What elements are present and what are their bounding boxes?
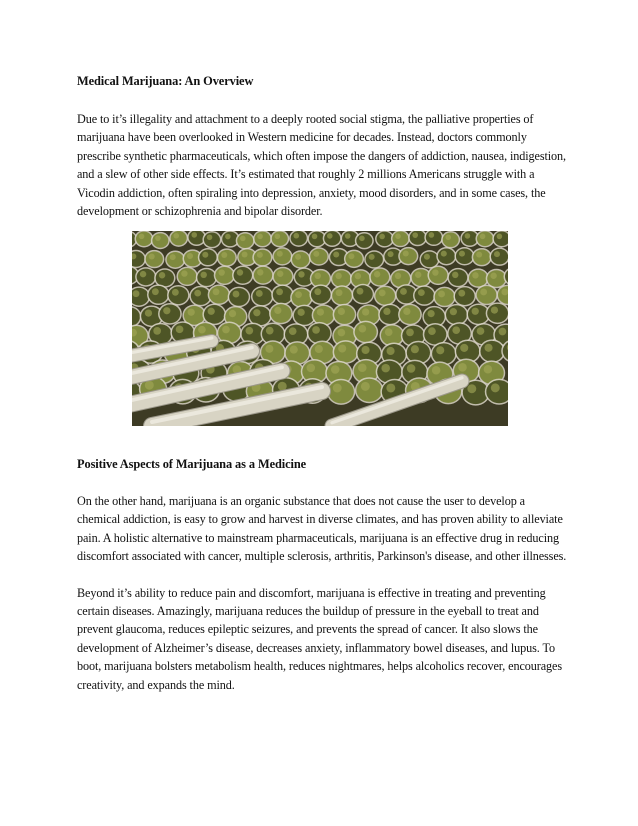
overview-section [77, 72, 567, 220]
overview-heading: Medical Marijuana: An Overview [77, 74, 254, 88]
joints-photo [132, 231, 508, 426]
positive-aspects-heading: Positive Aspects of Marijuana as a Medicine [77, 457, 307, 471]
joints-photo-graphic [132, 231, 508, 426]
overview-paragraph: Due to it’s illegality and attachment to a deeply rooted social stigma, the palliative properties of marijuana have been overlooked in Western medicine for decades. Instead, doctors commonly prescribe synthetic pharmaceuticals, which often impose the dangers of addiction, nausea, indigestion, and a slew of other side effects. It’s estimated that roughly 2 millions Americans struggle with a Vicodin addiction, often spiraling into depression, anxiety, mood disorders, and in some cases, the development or schizophrenia and bipolar disorder. [77, 112, 566, 219]
positive-aspects-section [77, 455, 567, 694]
positive-aspects-paragraph-2: Beyond it’s ability to reduce pain and discomfort, marijuana is effective in treating and preventing certain diseases. Amazingly, marijuana reduces the buildup of pressure in the eyeball to treat and prevent glaucoma, reduces epileptic seizures, and prevents the spread of cancer. It also slows the development of Alzheimer’s disease, decreases anxiety, inflammatory bowel diseases, and lupus. To boot, marijuana bolsters metabolism health, reduces nightmares, helps alcoholics recover, encourages creativity, and expands the mind. [77, 585, 562, 692]
positive-aspects-paragraph-1: On the other hand, marijuana is an organic substance that does not cause the user to develop a chemical addiction, is easy to grow and harvest in diverse climates, and has proven ability to alleviate pain. A holistic alternative to mainstream pharmaceuticals, marijuana is an effective drug in reducing discomfort associated with cancer, multiple sclerosis, arthritis, Parkinson's disease, and other illnesses. [77, 494, 567, 564]
